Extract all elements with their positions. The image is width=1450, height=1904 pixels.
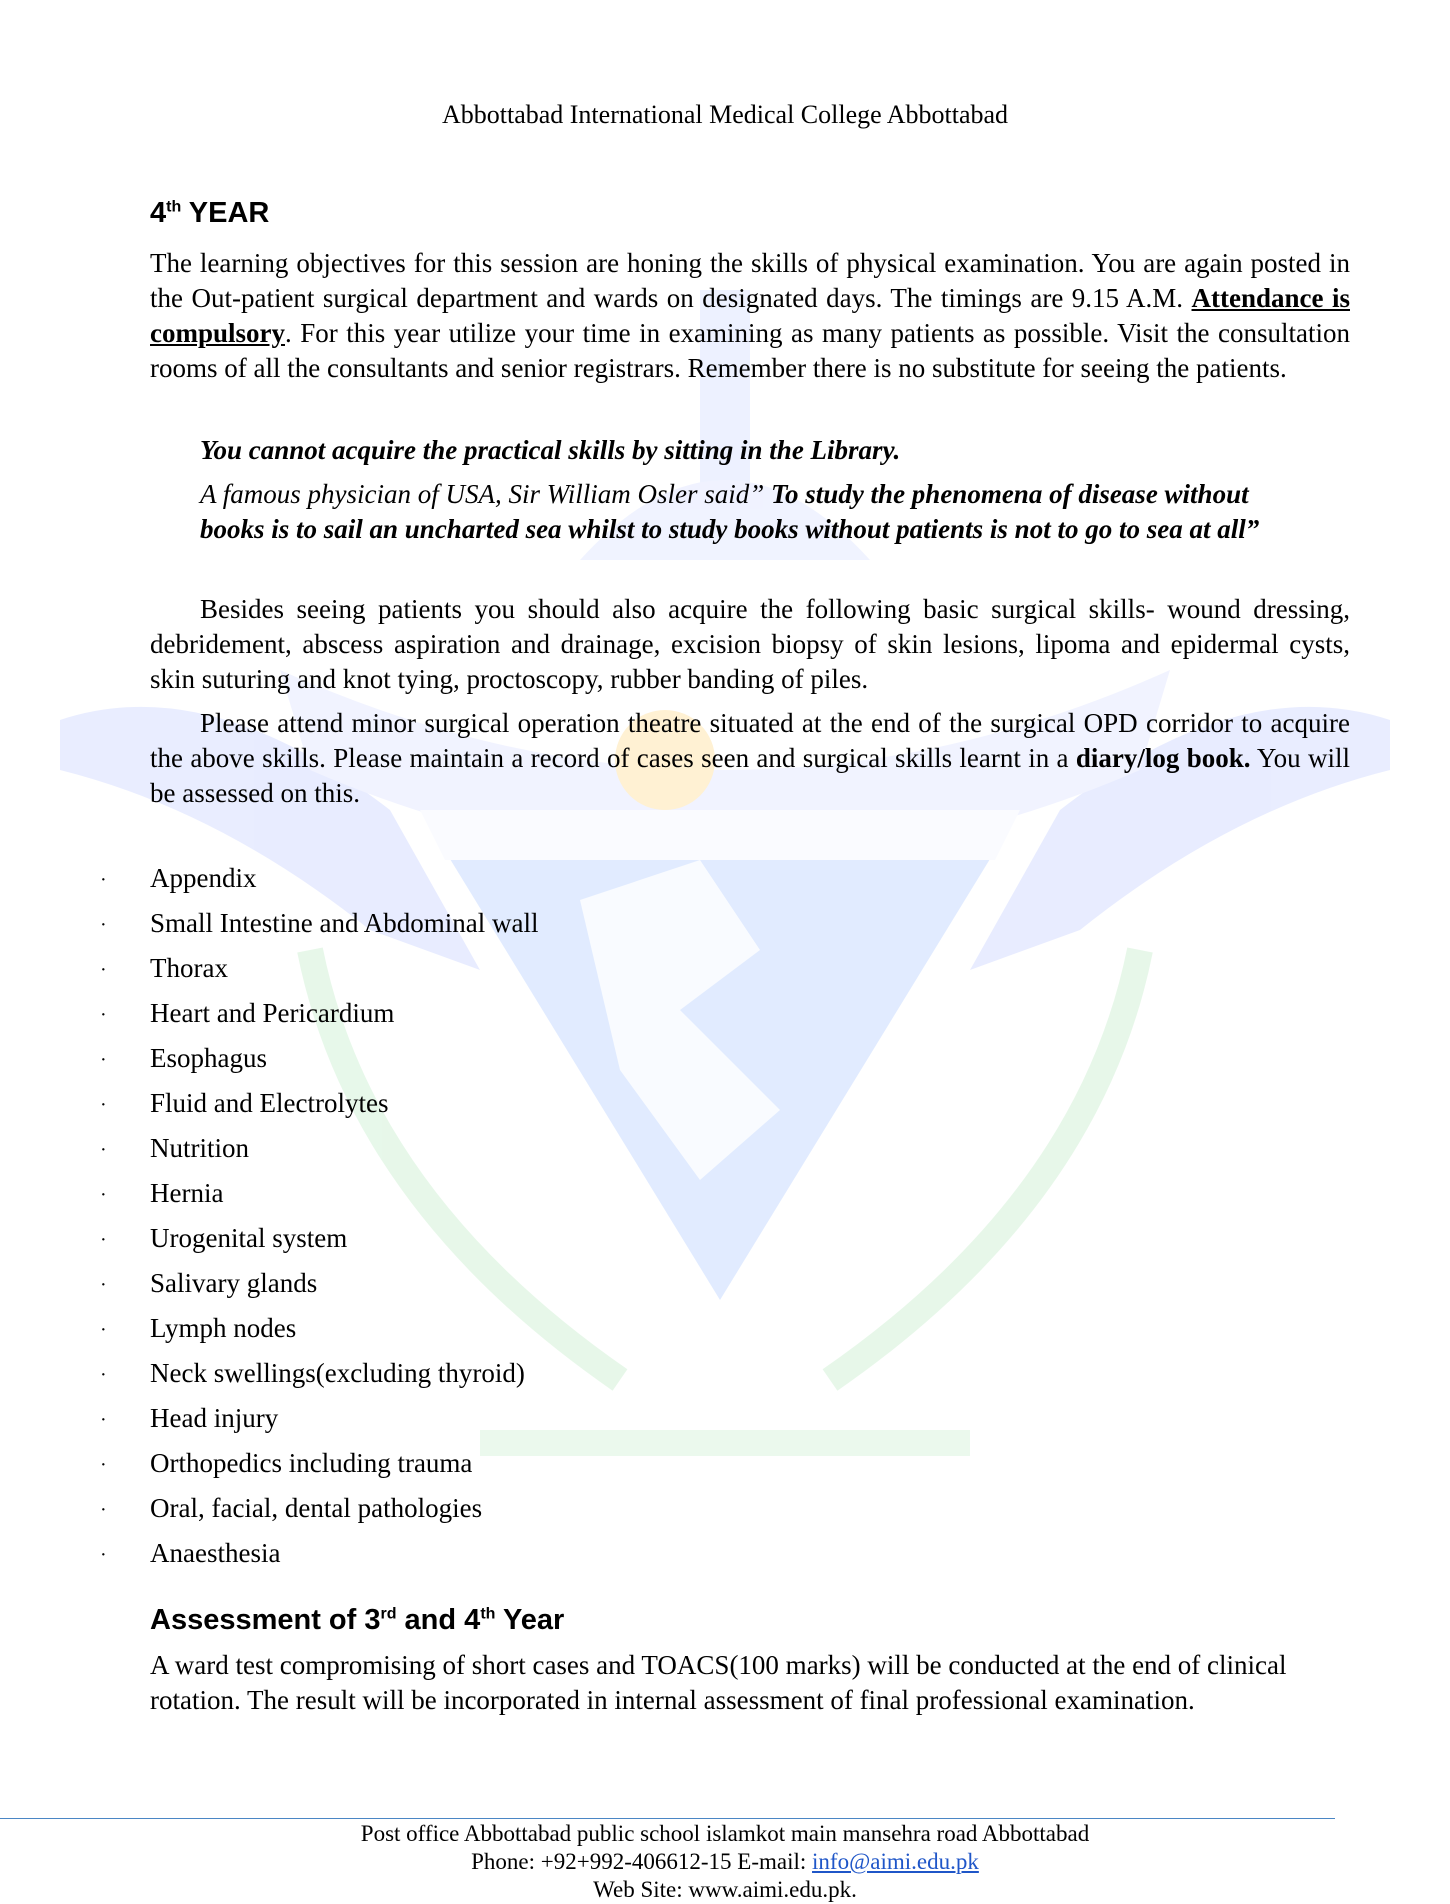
section-heading-4th-year xyxy=(150,197,269,230)
bullet-icon: · xyxy=(100,1229,107,1251)
assessment-sup-b: th xyxy=(480,1605,496,1623)
topic-label: Urogenital system xyxy=(150,1223,348,1253)
footer-phone: Phone: +92+992-406612-15 E-mail: xyxy=(471,1849,813,1874)
assessment-paragraph: A ward test compromising of short cases and TOACS(100 marks) will be conducted at the end of clinical rotation. The result will be incorporated in internal assessment of final professional examination. xyxy=(150,1650,1287,1715)
year-number: 4 xyxy=(150,197,167,229)
theatre-text-1: Please attend minor surgical operation theatre situated at the end of the surgical OPD corridor to acquire the above skills. Please maintain a record of cases seen and surgical skills learnt in a xyxy=(150,708,1350,773)
topic-label: Orthopedics including trauma xyxy=(150,1448,473,1478)
topic-label: Small Intestine and Abdominal wall xyxy=(150,908,539,938)
intro-text-2: . For this year utilize your time in examining as many patients as possible. Visit the consultation rooms of all the consultants and senior registrars. Remember there is no substitute for seeing the patients. xyxy=(150,318,1350,383)
topic-label: Esophagus xyxy=(150,1043,267,1073)
assessment-heading-a: Assessment of 3 xyxy=(150,1604,381,1636)
bullet-icon: · xyxy=(100,1049,107,1071)
intro-paragraph xyxy=(150,246,1350,386)
library-quote xyxy=(200,433,1315,468)
bullet-icon: · xyxy=(100,914,107,936)
page-footer xyxy=(0,1820,1450,1904)
bullet-icon: · xyxy=(100,959,107,981)
theatre-paragraph xyxy=(150,706,1350,811)
logbook-emphasis: diary/log book. xyxy=(1075,743,1251,773)
email-link[interactable]: info@aimi.edu.pk xyxy=(812,1849,979,1874)
topic-label: Thorax xyxy=(150,953,228,983)
bullet-icon: · xyxy=(100,1004,107,1026)
page-header: Abbottabad International Medical College Abbottabad xyxy=(441,100,1009,129)
bullet-icon: · xyxy=(100,869,107,891)
bullet-icon: · xyxy=(100,1094,107,1116)
topic-label: Salivary glands xyxy=(150,1268,318,1298)
year-word: YEAR xyxy=(188,197,270,229)
osler-quote-text: To study the phenomena of disease without books is to sail an uncharted sea whilst to study books without patients is not to go to sea at all” xyxy=(200,479,1260,544)
library-quote-text: You cannot acquire the practical skills by sitting in the Library. xyxy=(200,435,901,465)
theatre-text-2: You will be assessed on this. xyxy=(150,743,1350,808)
intro-text-1: The learning objectives for this session are honing the skills of physical examination. You are again posted in the Out-patient surgical department and wards on designated days. The timings are 9.15 A.M. xyxy=(150,248,1350,313)
topic-label: Head injury xyxy=(150,1403,279,1433)
bullet-icon: · xyxy=(100,1139,107,1161)
footer-contact xyxy=(0,1848,1450,1876)
bullet-icon: · xyxy=(100,1364,107,1386)
bullet-icon: · xyxy=(100,1454,107,1476)
topic-label: Anaesthesia xyxy=(150,1538,281,1568)
assessment-sup-a: rd xyxy=(380,1605,397,1623)
footer-address: Post office Abbottabad public school islamkot main mansehra road Abbottabad xyxy=(360,1821,1090,1846)
topic-label: Nutrition xyxy=(150,1133,249,1163)
bullet-icon: · xyxy=(100,1184,107,1206)
bullet-icon: · xyxy=(100,1544,107,1566)
topic-label: Hernia xyxy=(150,1178,224,1208)
bullet-icon: · xyxy=(100,1274,107,1296)
year-suffix: th xyxy=(166,198,182,216)
topic-label: Oral, facial, dental pathologies xyxy=(150,1493,483,1523)
skills-paragraph: Besides seeing patients you should also acquire the following basic surgical skills- wound dressing, debridement, abscess aspiration and drainage, excision biopsy of skin lesions, lipoma and epidermal cysts, skin suturing and knot tying, proctoscopy, rubber banding of piles. xyxy=(150,594,1350,694)
assessment-heading xyxy=(150,1604,564,1637)
bullet-icon: · xyxy=(100,1409,107,1431)
attendance-emphasis: Attendance is xyxy=(1191,283,1350,313)
topic-label: Fluid and Electrolytes xyxy=(150,1088,389,1118)
bullet-icon: · xyxy=(100,1499,107,1521)
topic-label: Lymph nodes xyxy=(150,1313,297,1343)
topic-label: Heart and Pericardium xyxy=(150,998,395,1028)
osler-intro: A famous physician of USA, Sir William Osler said” xyxy=(200,479,772,509)
bullet-icon: · xyxy=(100,1319,107,1341)
osler-quote xyxy=(200,477,1315,547)
topic-label: Neck swellings(excluding thyroid) xyxy=(150,1358,525,1388)
assessment-heading-c: Year xyxy=(495,1604,565,1636)
assessment-heading-b: and 4 xyxy=(396,1604,481,1636)
footer-divider xyxy=(0,1818,1335,1819)
footer-website: Web Site: www.aimi.edu.pk. xyxy=(593,1877,857,1902)
topic-label: Appendix xyxy=(150,863,257,893)
compulsory-emphasis: compulsory xyxy=(150,318,285,348)
